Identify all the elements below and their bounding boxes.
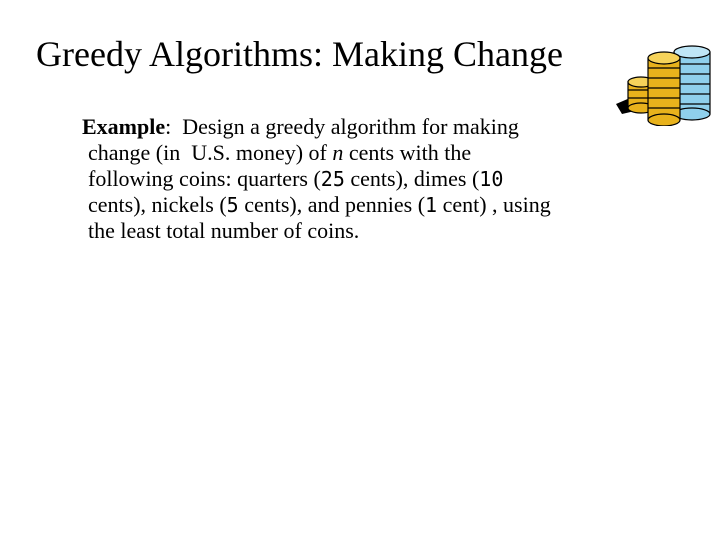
line-1-text: Design a greedy algorithm for making <box>171 114 519 139</box>
slide-title: Greedy Algorithms: Making Change <box>36 34 563 74</box>
penny-value: 1 <box>425 193 438 217</box>
line-3-text-a: following coins: quarters ( <box>88 166 321 191</box>
paragraph-line-5: the least total number of coins. <box>88 218 360 243</box>
quarter-value: 25 <box>320 167 345 191</box>
variable-n: n <box>332 140 344 165</box>
line-4-text-c: cent) , using <box>437 192 551 217</box>
paragraph-line-4 <box>82 192 682 218</box>
line-2-text-b: cents with the <box>343 140 472 165</box>
line-2-text-a: change (in U.S. money) of <box>88 140 333 165</box>
example-label: Example <box>82 114 166 139</box>
line-4-text-a: cents), nickels ( <box>88 192 227 217</box>
line-4-text-b: cents), and pennies ( <box>238 192 426 217</box>
coin-stacks-icon <box>614 38 714 126</box>
dime-value: 10 <box>479 167 504 191</box>
nickel-value: 5 <box>226 193 239 217</box>
paragraph-line-2 <box>82 140 682 166</box>
label-colon: : <box>165 114 172 139</box>
example-paragraph <box>82 114 682 244</box>
paragraph-line-1 <box>82 114 682 140</box>
paragraph-line-3 <box>82 166 682 192</box>
line-3-text-b: cents), dimes ( <box>344 166 480 191</box>
